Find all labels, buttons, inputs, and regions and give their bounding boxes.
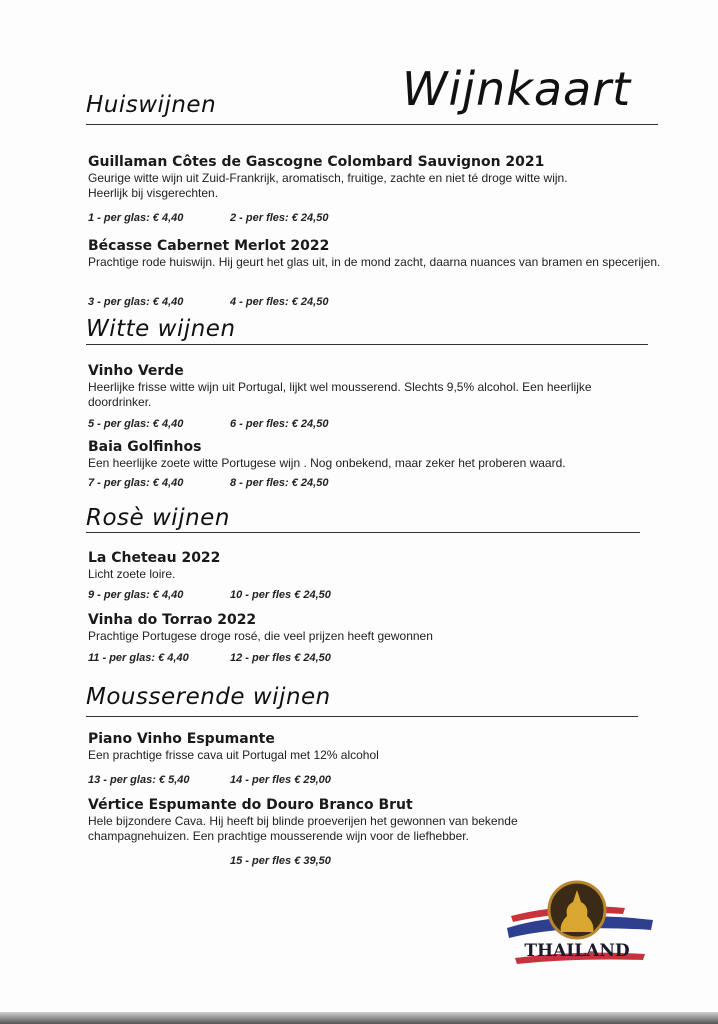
wine-description: Een prachtige frisse cava uit Portugal met 12% alcohol [88,748,379,762]
wine-description: Licht zoete loire. [88,567,176,581]
wine-item [88,439,698,471]
restaurant-logo [505,880,655,970]
price-glass: 9 - per glas: € 4,40 [88,589,184,601]
price-glass: 7 - per glas: € 4,40 [88,477,184,489]
wine-description: Hele bijzondere Cava. Hij heeft bij blinde proeverijen het gewonnen van bekende champagnehuizen. Een prachtige mousserende wijn voor de liefhebber. [88,814,518,843]
price-bottle: 10 - per fles € 24,50 [230,589,331,601]
section-heading-rose [86,505,230,531]
wine-name: Piano Vinho Espumante [88,731,275,747]
wine-item [88,797,698,844]
price-bottle: 2 - per fles: € 24,50 [230,212,329,224]
heading-text: Witte wijnen [86,316,236,342]
wine-item [88,550,698,582]
thai-flag-buddha-icon [505,880,655,970]
price-glass: 3 - per glas: € 4,40 [88,296,184,308]
section-heading-huiswijnen [86,92,216,118]
wine-item [88,731,698,763]
wine-name: La Cheteau 2022 [88,550,221,566]
page-edge [0,1012,718,1024]
price-bottle: 15 - per fles € 39,50 [230,855,331,867]
wine-item [88,154,698,201]
price-bottle: 14 - per fles € 29,00 [230,774,331,786]
price-bottle: 6 - per fles: € 24,50 [230,418,329,430]
price-glass: 13 - per glas: € 5,40 [88,774,190,786]
section-heading-witte [86,316,236,342]
price-glass: 11 - per glas: € 4,40 [88,652,189,664]
wine-description: Heerlijke frisse witte wijn uit Portugal, lijkt wel mousserend. Slechts 9,5% alcohol. Een heerlijke doordrinker. [88,380,592,409]
wine-item [88,612,698,644]
wine-name: Vinho Verde [88,363,184,379]
wine-description: Een heerlijke zoete witte Portugese wijn . Nog onbekend, maar zeker het proberen waard. [88,456,566,470]
heading-text: Rosè wijnen [86,505,230,531]
wine-name: Guillaman Côtes de Gascogne Colombard Sauvignon 2021 [88,154,545,170]
svg-text:THAILAND: THAILAND [524,941,630,961]
divider [86,344,648,345]
wine-item [88,238,698,270]
wine-name: Baia Golfinhos [88,439,202,455]
price-bottle: 8 - per fles: € 24,50 [230,477,329,489]
wine-name: Vinha do Torrao 2022 [88,612,257,628]
wine-description: Geurige witte wijn uit Zuid-Frankrijk, aromatisch, fruitige, zachte en niet té droge witte wijn. Heerlijk bij visgerechten. [88,171,568,200]
divider [86,716,638,717]
section-heading-mousserend [86,684,331,710]
wine-description: Prachtige Portugese droge rosé, die veel prijzen heeft gewonnen [88,629,433,643]
page-title: Wijnkaart [402,62,632,116]
heading-text: Huiswijnen [86,92,217,118]
wine-item [88,363,698,410]
wine-name: Vértice Espumante do Douro Branco Brut [88,797,413,813]
divider [86,532,640,533]
heading-text: Mousserende wijnen [86,684,331,710]
wine-description: Prachtige rode huiswijn. Hij geurt het glas uit, in de mond zacht, daarna nuances van bramen en specerijen. [88,255,661,269]
price-glass: 5 - per glas: € 4,40 [88,418,184,430]
wine-name: Bécasse Cabernet Merlot 2022 [88,238,330,254]
price-bottle: 12 - per fles € 24,50 [230,652,331,664]
divider [86,124,658,125]
price-glass: 1 - per glas: € 4,40 [88,212,184,224]
price-bottle: 4 - per fles: € 24,50 [230,296,329,308]
